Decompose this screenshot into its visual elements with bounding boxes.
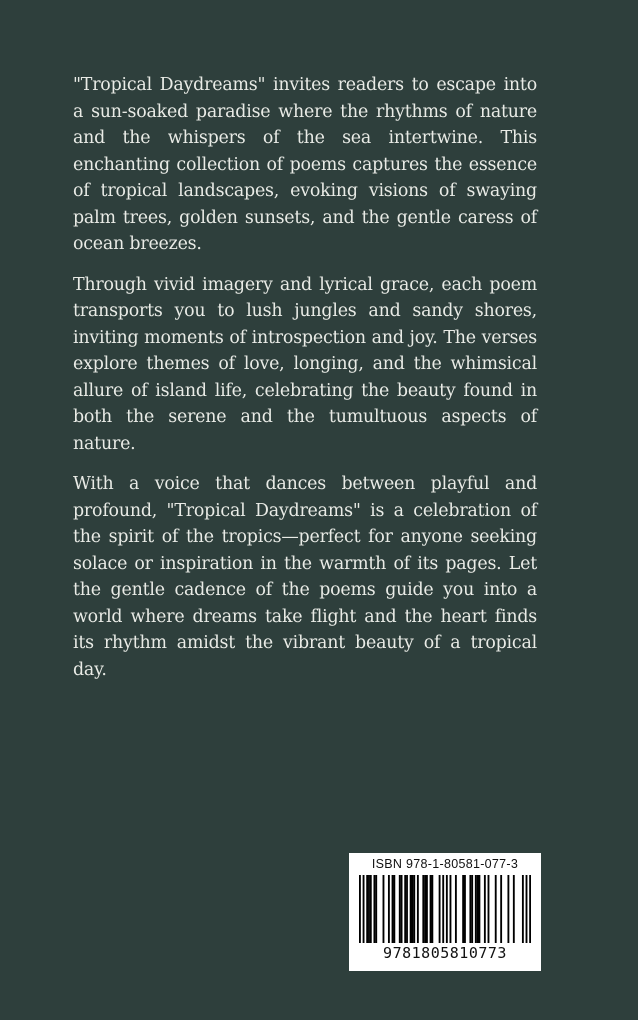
barcode-bar bbox=[522, 875, 524, 943]
barcode-bar bbox=[393, 875, 395, 943]
blurb-paragraph-3: With a voice that dances between playful and profound, "Tropical Daydreams" is a celebration of the spirit of the tropics—perfect for anyone seeking solace or inspiration in the warmth of its pages. Let the gentle cadence of the poems guide you into a world where dreams take flight and the heart finds its rhythm amidst the vibrant beauty of a tropical day. bbox=[73, 474, 537, 680]
isbn-label: ISBN 978-1-80581-077-3 bbox=[371, 857, 519, 871]
barcode-bar bbox=[370, 875, 372, 943]
barcode-bar bbox=[399, 875, 401, 943]
barcode-bar bbox=[413, 875, 415, 943]
barcode-bar bbox=[368, 875, 370, 943]
barcode-bar bbox=[373, 875, 375, 943]
barcode-bar bbox=[412, 875, 414, 943]
barcode-bar bbox=[477, 875, 479, 943]
barcode-bar bbox=[495, 875, 497, 943]
barcode-bar bbox=[375, 875, 377, 943]
barcode-bar bbox=[417, 875, 419, 943]
barcode-bar bbox=[484, 875, 486, 943]
barcode-bar bbox=[406, 875, 408, 943]
barcode-bar bbox=[439, 875, 441, 943]
barcode-bar bbox=[500, 875, 502, 943]
barcode-bar bbox=[422, 875, 424, 943]
barcode-bar bbox=[529, 875, 531, 943]
barcode-bar bbox=[404, 875, 406, 943]
isbn-barcode-panel bbox=[349, 853, 541, 971]
barcode-bar bbox=[526, 875, 528, 943]
barcode-number: 9781805810773 bbox=[383, 944, 507, 962]
barcode-bar bbox=[455, 875, 457, 943]
barcode-bar bbox=[392, 875, 394, 943]
barcode-bar bbox=[469, 875, 471, 943]
barcode-bar bbox=[383, 875, 385, 943]
barcode-bar bbox=[488, 875, 490, 943]
blurb-paragraph-1: "Tropical Daydreams" invites readers to escape into a sun-soaked paradise where the rhythms of nature and the whispers of the sea intertwine. This enchanting collection of poems captures the essence of tropical landscapes, evoking visions of swaying palm trees, golden sunsets, and the gentle caress of ocean breezes. bbox=[73, 75, 537, 254]
barcode-bar bbox=[446, 875, 448, 943]
barcode-bar bbox=[366, 875, 368, 943]
barcode-bar bbox=[464, 875, 466, 943]
blurb-paragraph-2: Through vivid imagery and lyrical grace, each poem transports you to lush jungles and sandy shores, inviting moments of introspection and joy. The verses explore themes of love, longing, and the whimsical allure of island life, celebrating the beauty found in both the serene and the tumultuous aspects of nature. bbox=[73, 274, 537, 454]
barcode-bar bbox=[475, 875, 477, 943]
barcode-bar bbox=[471, 875, 473, 943]
barcode-bar bbox=[410, 875, 412, 943]
barcode-bar bbox=[424, 875, 426, 943]
back-cover-blurb bbox=[73, 72, 537, 697]
barcode-bar bbox=[363, 875, 365, 943]
barcode-bar bbox=[430, 875, 432, 943]
barcode-bar bbox=[401, 875, 403, 943]
barcode-bar bbox=[388, 875, 390, 943]
barcode-bar bbox=[426, 875, 428, 943]
barcode-bar bbox=[507, 875, 509, 943]
barcode-bar bbox=[359, 875, 361, 943]
barcode-bar bbox=[450, 875, 452, 943]
barcode-bar bbox=[442, 875, 444, 943]
barcode-bar bbox=[513, 875, 515, 943]
barcode-image bbox=[359, 875, 531, 943]
barcode-bar bbox=[478, 875, 480, 943]
barcode-bar bbox=[431, 875, 433, 943]
barcode-bar bbox=[462, 875, 464, 943]
